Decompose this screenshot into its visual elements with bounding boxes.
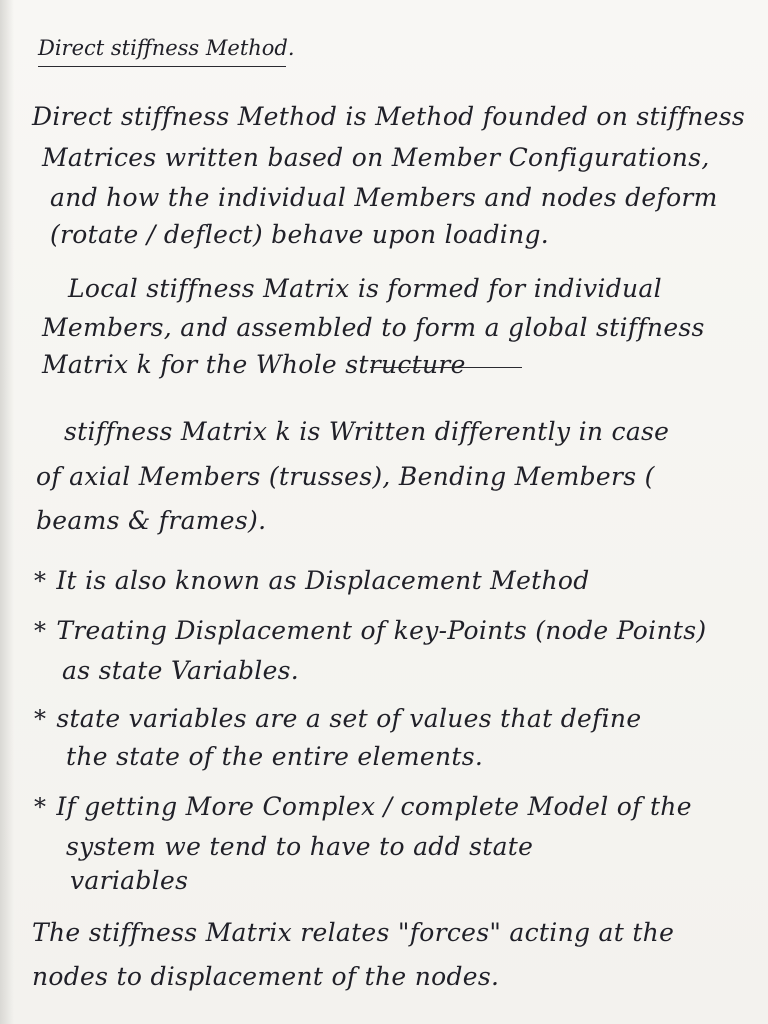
asterisk-bullet-icon: *	[34, 617, 47, 645]
bullet-1-line-1: It is also known as Displacement Method	[56, 566, 590, 595]
paragraph-1-line-1: Direct stiffness Method is Method founded on stiffness	[32, 102, 746, 131]
bullet-item-1	[34, 566, 590, 595]
paragraph-3-line-3: beams & frames).	[36, 506, 267, 535]
title-underline	[38, 66, 286, 67]
asterisk-bullet-icon: *	[34, 567, 47, 595]
paragraph-3-line-2: of axial Members (trusses), Bending Members (	[36, 462, 655, 491]
bullet-3-line-1: state variables are a set of values that define	[56, 704, 642, 733]
paragraph-1-line-4: (rotate / deflect) behave upon loading.	[50, 220, 550, 249]
bullet-item-4	[34, 792, 692, 821]
bullet-item-2	[34, 616, 706, 645]
closing-line-1: The stiffness Matrix relates "forces" acting at the	[32, 918, 675, 947]
bullet-2-line-1: Treating Displacement of key-Points (node Points)	[56, 616, 707, 645]
asterisk-bullet-icon: *	[34, 793, 47, 821]
paragraph-1-line-3: and how the individual Members and nodes deform	[50, 183, 718, 212]
paragraph-3-line-1: stiffness Matrix k is Written differently in case	[64, 417, 670, 446]
bullet-3-line-2: the state of the entire elements.	[66, 742, 484, 771]
bullet-4-line-1: If getting More Complex / complete Model of the	[56, 792, 692, 821]
paragraph-2-line-1: Local stiffness Matrix is formed for individual	[68, 274, 662, 303]
closing-line-2: nodes to displacement of the nodes.	[32, 962, 500, 991]
page-edge-shadow	[0, 0, 14, 1024]
bullet-item-3	[34, 704, 641, 733]
bullet-4-line-3: variables	[70, 866, 189, 895]
bullet-4-line-2: system we tend to have to add state	[66, 832, 534, 861]
paragraph-1-line-2: Matrices written based on Member Configurations,	[42, 143, 710, 172]
page-title: Direct stiffness Method.	[38, 36, 295, 60]
paragraph-2-line-3: Matrix k for the Whole structure	[42, 350, 466, 379]
bullet-2-line-2: as state Variables.	[62, 656, 300, 685]
structure-underline	[370, 367, 522, 368]
asterisk-bullet-icon: *	[34, 705, 47, 733]
paragraph-2-line-2: Members, and assembled to form a global stiffness	[42, 313, 705, 342]
